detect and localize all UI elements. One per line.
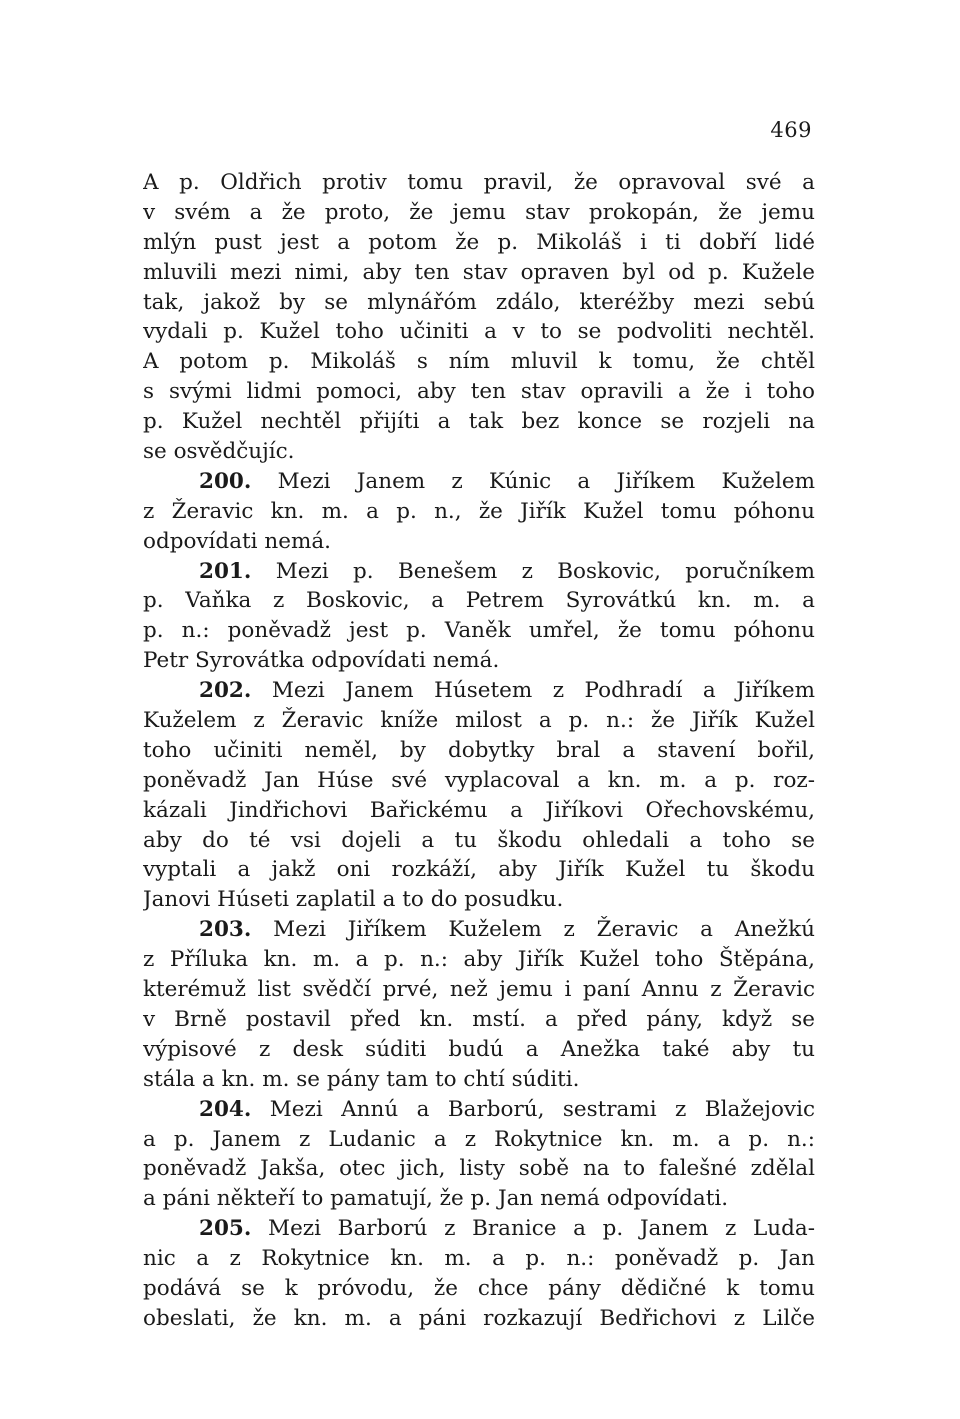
text-line [143,736,815,766]
line-text: aby do té vsi dojeli a tu škodu ohledali a toho se [143,827,815,853]
text-line [143,527,815,557]
line-text: Mezi Annú a Barború, sestrami z Blažejovic [251,1096,815,1122]
line-text: Kuželem z Žeravic kníže milost a p. n.: že Jiřík Kužel [143,708,815,734]
line-text: mlýn pust jest a potom že p. Mikoláš i ti dobří lidé [143,229,815,255]
line-text: Mezi Jiříkem Kuželem z Žeravic a Anežkú [251,917,815,943]
line-text: odpovídati nemá. [143,528,331,554]
text-line [143,557,815,587]
text-line [143,616,815,646]
entry-number: 201. [199,558,252,584]
text-line [143,1184,815,1214]
line-text: Mezi Barború z Branice a p. Janem z Luda- [251,1216,815,1242]
text-line [143,1214,815,1244]
text-line [143,1005,815,1035]
line-text: s svými lidmi pomoci, aby ten stav opravili a že i toho [143,379,815,405]
line-text: kázali Jindřichovi Bařickému a Jiříkovi Ořechovskému, [143,797,815,823]
text-line [143,198,815,228]
text-line [143,646,815,676]
text-line [143,1274,815,1304]
line-text: Mezi Janem Húsetem z Podhradí a Jiříkem [251,678,815,704]
line-text: z Žeravic kn. m. a p. n., že Jiřík Kužel tomu póhonu [143,498,815,524]
text-line [143,1125,815,1155]
document-body [143,168,815,1334]
line-text: p. Vaňka z Boskovic, a Petrem Syrovátkú kn. m. a [143,588,815,614]
entry-number: 205. [199,1216,252,1242]
line-text: Mezi Janem z Kúnic a Jiříkem Kuželem [251,468,815,494]
line-text: A potom p. Mikoláš s ním mluvil k tomu, že chtěl [143,349,815,375]
text-line [143,855,815,885]
line-text: vyptali a jakž oni rozkáží, aby Jiřík Kužel tu škodu [143,857,815,883]
text-line [143,885,815,915]
line-text: p. n.: poněvadž jest p. Vaněk umřel, že tomu póhonu [143,618,815,644]
text-line [143,1154,815,1184]
line-text: z Příluka kn. m. a p. n.: aby Jiřík Kužel toho Štěpána, [143,947,815,973]
line-text: kterémuž list svědčí prvé, než jemu i paní Annu z Žeravic [143,977,815,1003]
text-line [143,467,815,497]
text-line [143,826,815,856]
text-line [143,1244,815,1274]
entry-number: 204. [199,1096,252,1122]
text-line [143,497,815,527]
text-line [143,945,815,975]
line-text: podává se k próvodu, že chce pány dědičné k tomu [143,1275,815,1301]
line-text: p. Kužel nechtěl přijíti a tak bez konce se rozjeli na [143,409,815,435]
text-line [143,288,815,318]
text-line [143,676,815,706]
text-line [143,168,815,198]
line-text: a páni někteří to pamatují, že p. Jan nemá odpovídati. [143,1186,729,1212]
text-line [143,377,815,407]
line-text: vydali p. Kužel toho učiniti a v to se podvoliti nechtěl. [143,319,815,345]
text-line [143,796,815,826]
line-text: stála a kn. m. se pány tam to chtí súditi. [143,1066,580,1092]
entry-number: 202. [199,678,252,704]
line-text: poněvadž Jan Húse své vyplacoval a kn. m. a p. roz- [143,767,815,793]
line-text: v Brně postavil před kn. mstí. a před pány, když se [143,1006,815,1032]
text-line [143,975,815,1005]
text-line [143,1065,815,1095]
text-line [143,1035,815,1065]
text-line [143,766,815,796]
text-line [143,228,815,258]
text-line [143,706,815,736]
line-text: tak, jakož by se mlynářóm zdálo, kteréžby mezi sebú [143,289,815,315]
line-text: Janovi Húseti zaplatil a to do posudku. [143,887,564,913]
line-text: a p. Janem z Ludanic a z Rokytnice kn. m. a p. n.: [143,1126,815,1152]
line-text: v svém a že proto, že jemu stav prokopán, že jemu [143,199,815,225]
line-text: A p. Oldřich protiv tomu pravil, že opravoval své a [143,170,815,195]
text-line [143,317,815,347]
text-line [143,586,815,616]
line-text: Petr Syrovátka odpovídati nemá. [143,648,500,674]
line-text: poněvadž Jakša, otec jich, listy sobě na to falešné zdělal [143,1156,815,1182]
entry-number: 200. [199,468,252,494]
line-text: toho učiniti neměl, by dobytky bral a stavení bořil, [143,737,815,763]
text-line [143,1304,815,1334]
page-number: 469 [770,118,812,142]
line-text: výpisové z desk súditi budú a Anežka také aby tu [143,1036,815,1062]
text-line [143,437,815,467]
text-line [143,915,815,945]
line-text: Mezi p. Benešem z Boskovic, poručníkem [251,558,815,584]
text-line [143,1095,815,1125]
text-line [143,258,815,288]
text-line [143,347,815,377]
line-text: nic a z Rokytnice kn. m. a p. n.: poněvadž p. Jan [143,1246,815,1272]
text-line [143,407,815,437]
line-text: se osvědčujíc. [143,439,295,465]
entry-number: 203. [199,917,252,943]
line-text: mluvili mezi nimi, aby ten stav opraven byl od p. Kužele [143,259,815,285]
line-text: obeslati, že kn. m. a páni rozkazují Bedřichovi z Lilče [143,1305,815,1331]
